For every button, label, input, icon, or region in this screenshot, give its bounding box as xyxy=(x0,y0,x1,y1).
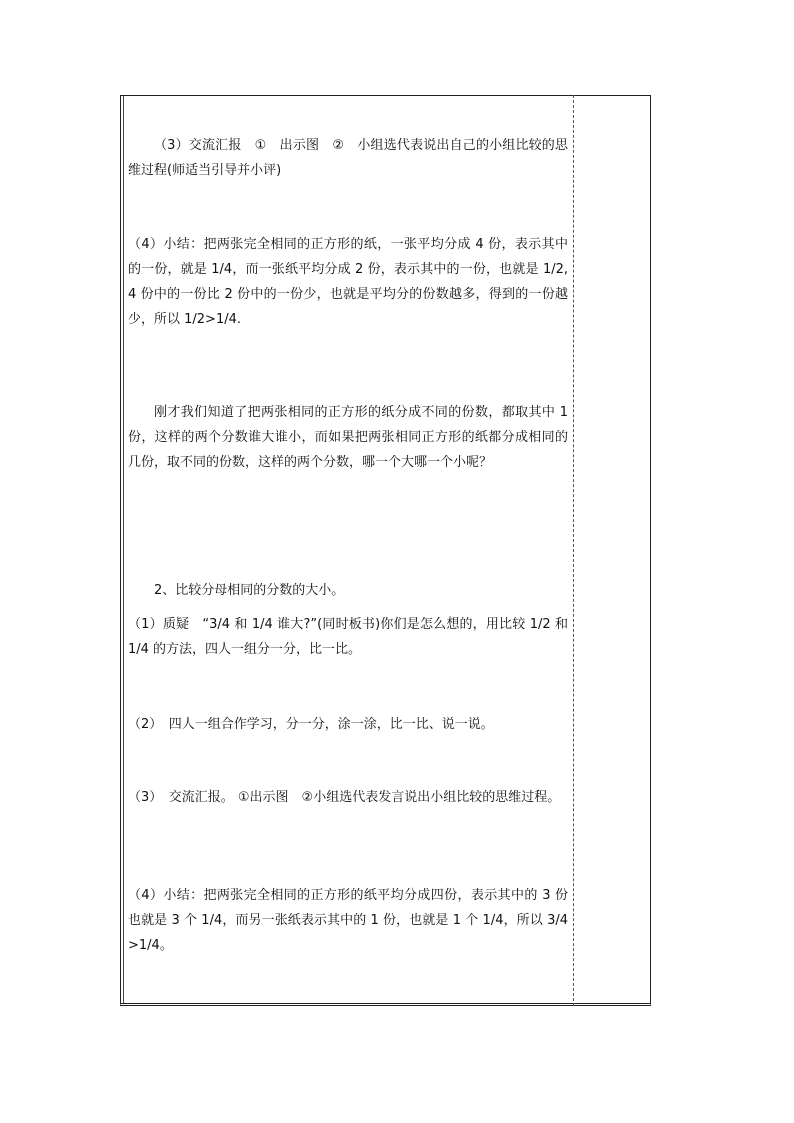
exchange-report-paragraph: （3） 交流汇报。 ①出示图 ②小组选代表发言说出小组比较的思维过程。 xyxy=(128,790,561,805)
section-heading-same-denominator: 2、比较分母相同的分数的大小。 xyxy=(154,583,345,598)
transition-question-paragraph: 刚才我们知道了把两张相同的正方形的纸分成不同的份数，都取其中 1 份，这样的两个分数谁大谁小，而如果把两张相同正方形的纸都分成相同的几份，取不同的份数，这样的两个分数，哪一个大哪一个小呢？ xyxy=(128,405,568,470)
summary-three-quarters-paragraph: （4）小结：把两张完全相同的正方形的纸平均分成四份，表示其中的 3 份也就是 3 个 1/4，而另一张纸表示其中的 1 份，也就是 1 个 1/4，所以 3/4>1/4。 xyxy=(128,888,568,953)
group-work-paragraph: （2） 四人一组合作学习，分一分，涂一涂，比一比、说一说。 xyxy=(128,717,494,732)
question-paragraph: （1）质疑 “3/4 和 1/4 谁大?”(同时板书)你们是怎么想的，用比较 1/2 和 1/4 的方法，四人一组分一分，比一比。 xyxy=(128,617,568,657)
lesson-content-cell xyxy=(128,95,568,1000)
summary-half-quarter-paragraph: （4）小结：把两张完全相同的正方形的纸，一张平均分成 4 份，表示其中的一份，就是 1/4，而一张纸平均分成 2 份，表示其中的一份，也就是 1/2,4 份中的一份比 2 份中的一份少，也就是平均分的份数越多，得到的一份越少，所以 1/2>1/4. xyxy=(128,237,568,327)
report-step-paragraph: （3）交流汇报 ① 出示图 ② 小组选代表说出自己的小组比较的思维过程(师适当引导并小评) xyxy=(128,138,568,178)
notes-column-divider xyxy=(573,95,574,1006)
